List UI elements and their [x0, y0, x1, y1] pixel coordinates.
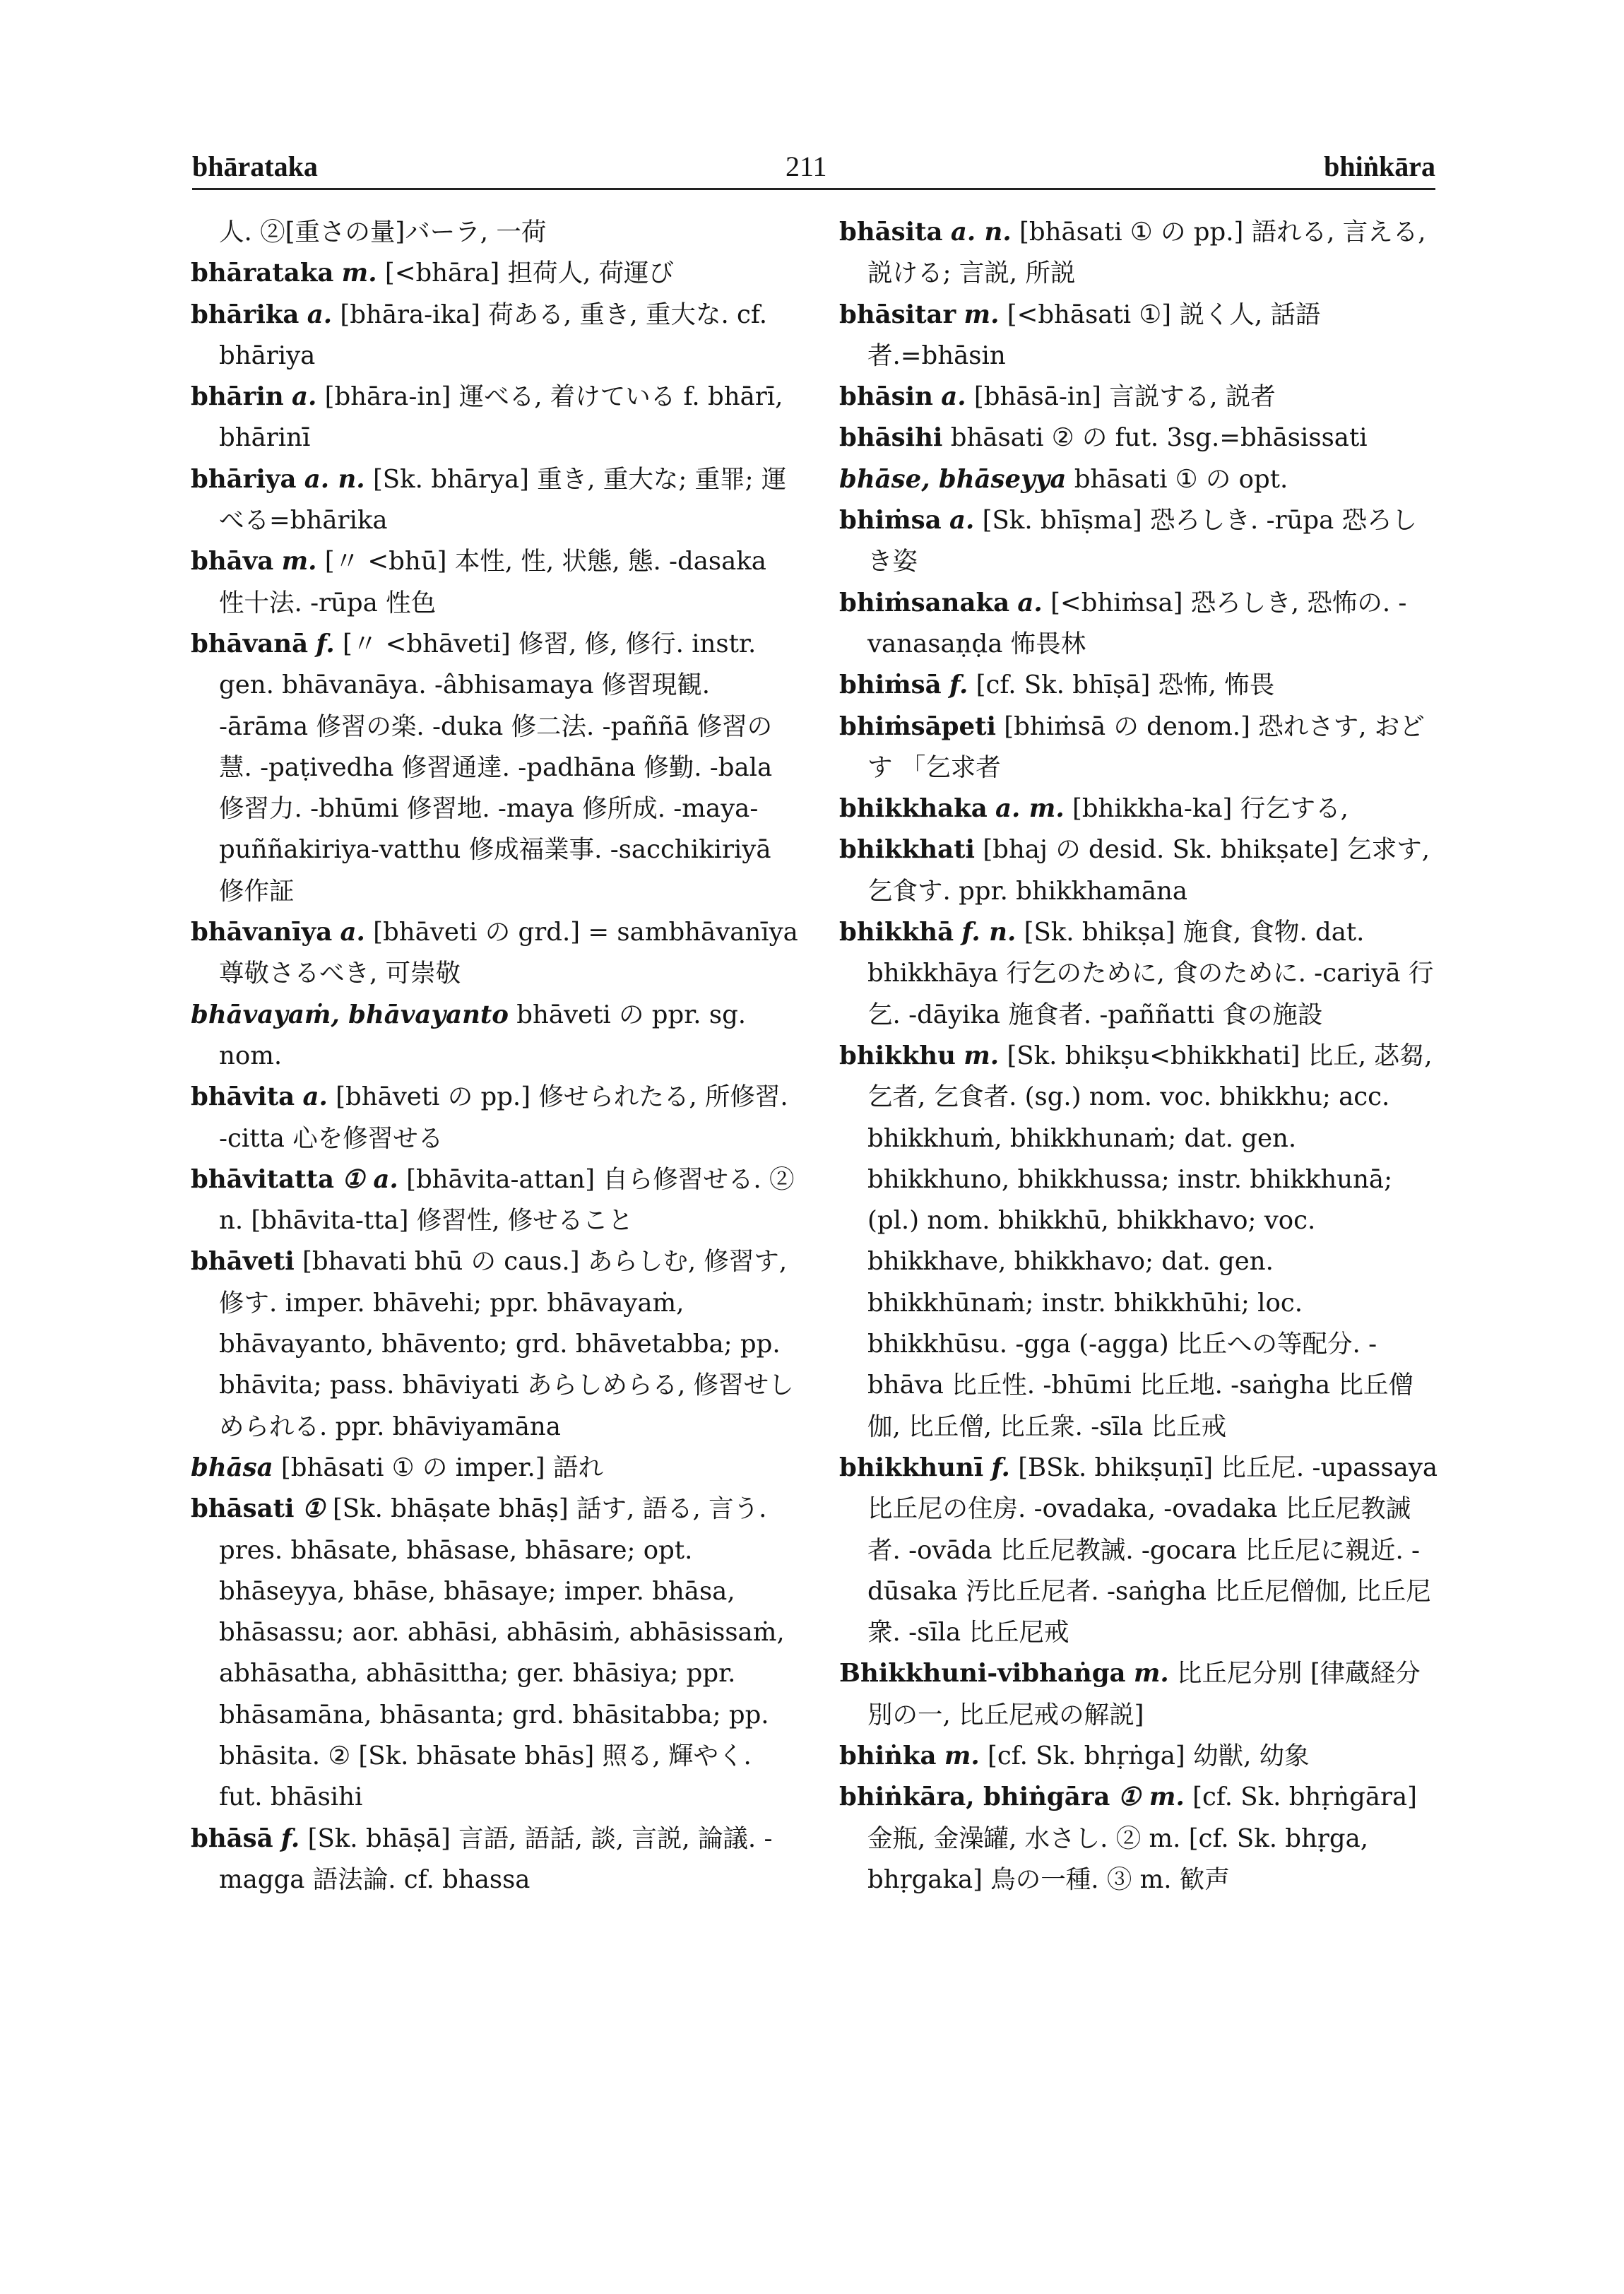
entry-headword: bhāvita	[191, 1082, 295, 1112]
entry-grammar: m.	[281, 547, 317, 577]
entry-definition: [Sk. bhārya] 重き, 重大な; 重罪; 運べる=bhārika	[219, 464, 787, 536]
dictionary-entry	[191, 1159, 798, 1242]
entry-definition: [bhāsā-in] 言説する, 説者	[973, 382, 1276, 412]
dictionary-entry	[191, 912, 798, 995]
entry-headword: bhāvanā	[191, 629, 309, 658]
entry-definition: [cf. Sk. bhṛṅga] 幼獣, 幼象	[988, 1741, 1310, 1770]
entry-headword: bhiṁsā	[839, 670, 942, 700]
entry-definition: [cf. Sk. bhṛṅgāra] 金瓶, 金澡罐, 水さし. ② m. [cf. Sk. bhṛga, bhṛgaka] 鳥の一種. ③ m. 歓声	[867, 1782, 1417, 1894]
dictionary-entry	[839, 788, 1440, 829]
entry-grammar: ① a.	[342, 1164, 398, 1194]
entry-grammar: m.	[964, 1041, 1000, 1070]
entry-definition: [Sk. bhīṣma] 恐ろしき. -rūpa 恐ろしき姿	[867, 506, 1418, 577]
entry-definition: [bhāveti の pp.] 修せられたる, 所修習. -citta 心を修習せる	[219, 1082, 788, 1153]
page-number: 211	[786, 150, 827, 182]
entry-grammar: a. n.	[950, 218, 1012, 247]
entry-grammar: f.	[316, 629, 335, 658]
entry-definition: [Sk. bhikṣa] 施食, 食物. dat. bhikkhāya 行乞のために, 食のために. -cariyā 行乞. -dāyika 施食者. -paññatti 食の施設	[867, 918, 1434, 1029]
entry-definition: [〃 <bhāveti] 修習, 修, 修行. instr. gen. bhāvanāya. -âbhisamaya 修習現観. -ārāma 修習の楽. -duka 修二法. -paññā 修習の慧. -paṭivedha 修習通達. -padhāna 修勤. -bala 修習力. -bhūmi 修習地. -maya 修所成. -maya-puññakiriya-vatthu 修成福業事. -sacchikiriyā 修作証	[219, 629, 773, 906]
entry-grammar: a.	[949, 506, 975, 536]
entry-grammar: a.	[941, 382, 966, 412]
entry-definition: [Sk. bhāṣate bhāṣ] 話す, 語る, 言う. pres. bhāsate, bhāsase, bhāsare; opt. bhāseyya, bhāse, bhāsaye; imper. bhāsa, bhāsassu; aor. abhāsi, abhāsiṁ, abhāsissaṁ, abhāsatha, abhāsittha; ger. bhāsiya; ppr. bhāsamāna, bhāsanta; grd. bhāsitabba; pp. bhāsita. ② [Sk. bhāsate bhās] 照る, 輝やく. fut. bhāsihi	[219, 1494, 785, 1812]
entry-definition: [bhāsati ① の pp.] 語れる, 言える, 説ける; 言説, 所説	[867, 218, 1426, 288]
dictionary-entry	[839, 500, 1440, 583]
dictionary-entry	[839, 1777, 1440, 1900]
entry-definition: [Sk. bhāṣā] 言語, 語話, 談, 言説, 論議. -magga 語法論. cf. bhassa	[219, 1823, 773, 1894]
entry-definition: [<bhāsati ①] 説く人, 話語者.=bhāsin	[867, 300, 1321, 370]
dictionary-entry	[191, 1448, 798, 1489]
entry-headword: bhiṁsa	[839, 506, 942, 536]
entry-headword: bhikkhaka	[839, 794, 988, 824]
dictionary-entry	[191, 1819, 798, 1901]
entry-headword: bhāsitar	[839, 300, 956, 329]
dictionary-entry	[839, 295, 1440, 377]
entry-headword: bhiṁsāpeti	[839, 711, 996, 741]
dictionary-entry	[839, 912, 1440, 1036]
entry-definition: [bhāsati ① の imper.] 語れ	[280, 1453, 603, 1482]
entry-headword: bhāsa	[191, 1453, 273, 1482]
entry-headword: bhāsita	[839, 218, 943, 247]
entry-definition: [Sk. bhikṣu<bhikkhati] 比丘, 苾芻, 乞者, 乞食者. (sg.) nom. voc. bhikkhu; acc. bhikkhuṁ, bhikkhunaṁ; dat. gen. bhikkhuno, bhikkhussa; instr. bhikkhunā; (pl.) nom. bhikkhū, bhikkhavo; voc. bhikkhave, bhikkhavo; dat. gen. bhikkhūnaṁ; instr. bhikkhūhi; loc. bhikkhūsu. -gga (-agga) 比丘への等配分. -bhāva 比丘性. -bhūmi 比丘地. -saṅgha 比丘僧伽, 比丘僧, 比丘衆. -sīla 比丘戒	[867, 1041, 1433, 1441]
entry-grammar: m.	[1133, 1659, 1169, 1689]
entry-definition: 人. ②[重さの量]バーラ, 一荷	[219, 218, 547, 247]
entry-grammar: ①	[302, 1494, 325, 1524]
entry-headword: bhiṅka	[839, 1741, 937, 1770]
entry-headword: bhāva	[191, 547, 274, 577]
entry-definition: [BSk. bhikṣuṇī] 比丘尼. -upassaya 比丘尼の住房. -ovadaka, -ovadaka 比丘尼教誡者. -ovāda 比丘尼教誡. -gocara 比丘尼に親近. -dūsaka 汚比丘尼者. -saṅgha 比丘尼僧伽, 比丘尼衆. -sīla 比丘尼戒	[867, 1453, 1438, 1648]
entry-headword: bhikkhu	[839, 1041, 956, 1070]
entry-grammar: f.	[280, 1823, 300, 1853]
entry-headword: bhāvayaṁ, bhāvayanto	[191, 1000, 509, 1029]
entry-headword: bhāveti	[191, 1247, 295, 1277]
dictionary-entry	[191, 1489, 798, 1818]
dictionary-entry	[839, 212, 1440, 295]
entry-grammar: a.	[302, 1082, 328, 1112]
dictionary-entry	[191, 1077, 798, 1159]
dictionary-entry	[839, 1653, 1440, 1736]
running-head-left: bhārataka	[192, 150, 318, 182]
entry-headword: bhāriya	[191, 464, 297, 494]
entry-headword: bhāsā	[191, 1823, 273, 1853]
entry-definition: [〃 <bhū] 本性, 性, 状態, 態. -dasaka 性十法. -rūpa 性色	[219, 547, 766, 617]
entry-headword: bhāsin	[839, 382, 933, 412]
entry-headword: bhikkhunī	[839, 1453, 984, 1482]
dictionary-entry	[839, 665, 1440, 706]
dictionary-entry	[839, 418, 1440, 459]
entry-definition: [bhāvita-attan] 自ら修習せる. ② n. [bhāvita-tta] 修習性, 修せること	[219, 1164, 795, 1236]
left-column	[191, 212, 798, 1900]
entry-grammar: a.	[340, 918, 365, 947]
dictionary-entry	[191, 253, 798, 294]
entry-grammar: f.	[991, 1453, 1010, 1482]
entry-headword: bhāse, bhāseyya	[839, 464, 1067, 494]
entry-grammar: m.	[944, 1741, 980, 1770]
entry-headword: bhikkhā	[839, 918, 954, 947]
entry-grammar: a.	[291, 382, 317, 412]
entry-definition: [bhavati bhū の caus.] あらしむ, 修習す, 修す. imper. bhāvehi; ppr. bhāvayaṁ, bhāvayanto, bhāvento; grd. bhāvetabba; pp. bhāvita; pass. bhāviyati あらしめらる, 修習せしめられる. ppr. bhāviyamāna	[219, 1247, 794, 1441]
dictionary-entry	[839, 706, 1440, 789]
entry-definition: [bhaj の desid. Sk. bhikṣate] 乞求す, 乞食す. ppr. bhikkhamāna	[867, 835, 1430, 906]
entry-headword: Bhikkhuni-vibhaṅga	[839, 1659, 1126, 1689]
entry-definition: [bhiṁsā の denom.] 恐れさす, おどす 「乞求者	[867, 711, 1425, 782]
entry-definition: bhāsati ① の opt.	[1074, 464, 1288, 494]
entry-definition: [bhāra-in] 運べる, 着けている f. bhārī, bhārinī	[219, 382, 783, 453]
dictionary-entry	[839, 1736, 1440, 1777]
entry-grammar: a.	[307, 300, 333, 329]
entry-grammar: f.	[949, 670, 968, 700]
dictionary-entry	[191, 459, 798, 542]
entry-definition: [bhāveti の grd.] = sambhāvanīya 尊敬さるべき, 可崇敬	[219, 918, 798, 988]
dictionary-entry	[191, 377, 798, 459]
entry-definition: [<bhāra] 担荷人, 荷運び	[384, 259, 675, 288]
dictionary-entry	[191, 541, 798, 624]
entry-definition: [bhikkha-ka] 行乞する,	[1072, 794, 1349, 824]
entry-definition: bhāsati ② の fut. 3sg.=bhāsissati	[950, 423, 1368, 453]
entry-grammar: a.	[1017, 588, 1043, 617]
entry-continuation	[191, 212, 798, 253]
running-head-right: bhiṅkāra	[1324, 150, 1435, 182]
entry-definition: bhāveti の ppr. sg. nom.	[219, 1000, 747, 1070]
entry-definition: [bhāra-ika] 荷ある, 重き, 重大な. cf. bhāriya	[219, 300, 768, 370]
dictionary-entry	[191, 295, 798, 377]
entry-headword: bhāsihi	[839, 423, 943, 453]
entry-headword: bhāsati	[191, 1494, 295, 1524]
dictionary-entry	[191, 624, 798, 912]
entry-grammar: m.	[341, 259, 377, 288]
entry-grammar: m.	[964, 300, 1000, 329]
dictionary-entry	[839, 829, 1440, 912]
entry-headword: bhikkhati	[839, 835, 976, 865]
dictionary-entry	[191, 995, 798, 1077]
entry-definition: [cf. Sk. bhīṣā] 恐怖, 怖畏	[976, 670, 1275, 700]
entry-headword: bhārin	[191, 382, 284, 412]
dictionary-entry	[839, 1448, 1440, 1653]
entry-grammar: a. m.	[995, 794, 1065, 824]
entry-grammar: f. n.	[961, 918, 1017, 947]
entry-headword: bhāvitatta	[191, 1164, 334, 1194]
entry-definition: 比丘尼分別 [律蔵経分別の一, 比丘尼戒の解説]	[867, 1659, 1421, 1730]
entry-headword: bhārataka	[191, 259, 334, 288]
entry-headword: bhārika	[191, 300, 300, 329]
header-rule	[192, 188, 1435, 190]
right-column	[839, 212, 1440, 1900]
dictionary-entry	[191, 1241, 798, 1447]
entry-headword: bhiṁsanaka	[839, 588, 1010, 617]
entry-grammar: ① m.	[1118, 1782, 1185, 1812]
dictionary-entry	[839, 1036, 1440, 1448]
dictionary-entry	[839, 377, 1440, 418]
dictionary-entry	[839, 583, 1440, 666]
entry-grammar: a. n.	[304, 464, 365, 494]
dictionary-entry	[839, 459, 1440, 500]
entry-headword: bhāvanīya	[191, 918, 333, 947]
entry-definition: [<bhiṁsa] 恐ろしき, 恐怖の. -vanasaṇḍa 怖畏林	[867, 588, 1407, 658]
entry-headword: bhiṅkāra, bhiṅgāra	[839, 1782, 1110, 1812]
